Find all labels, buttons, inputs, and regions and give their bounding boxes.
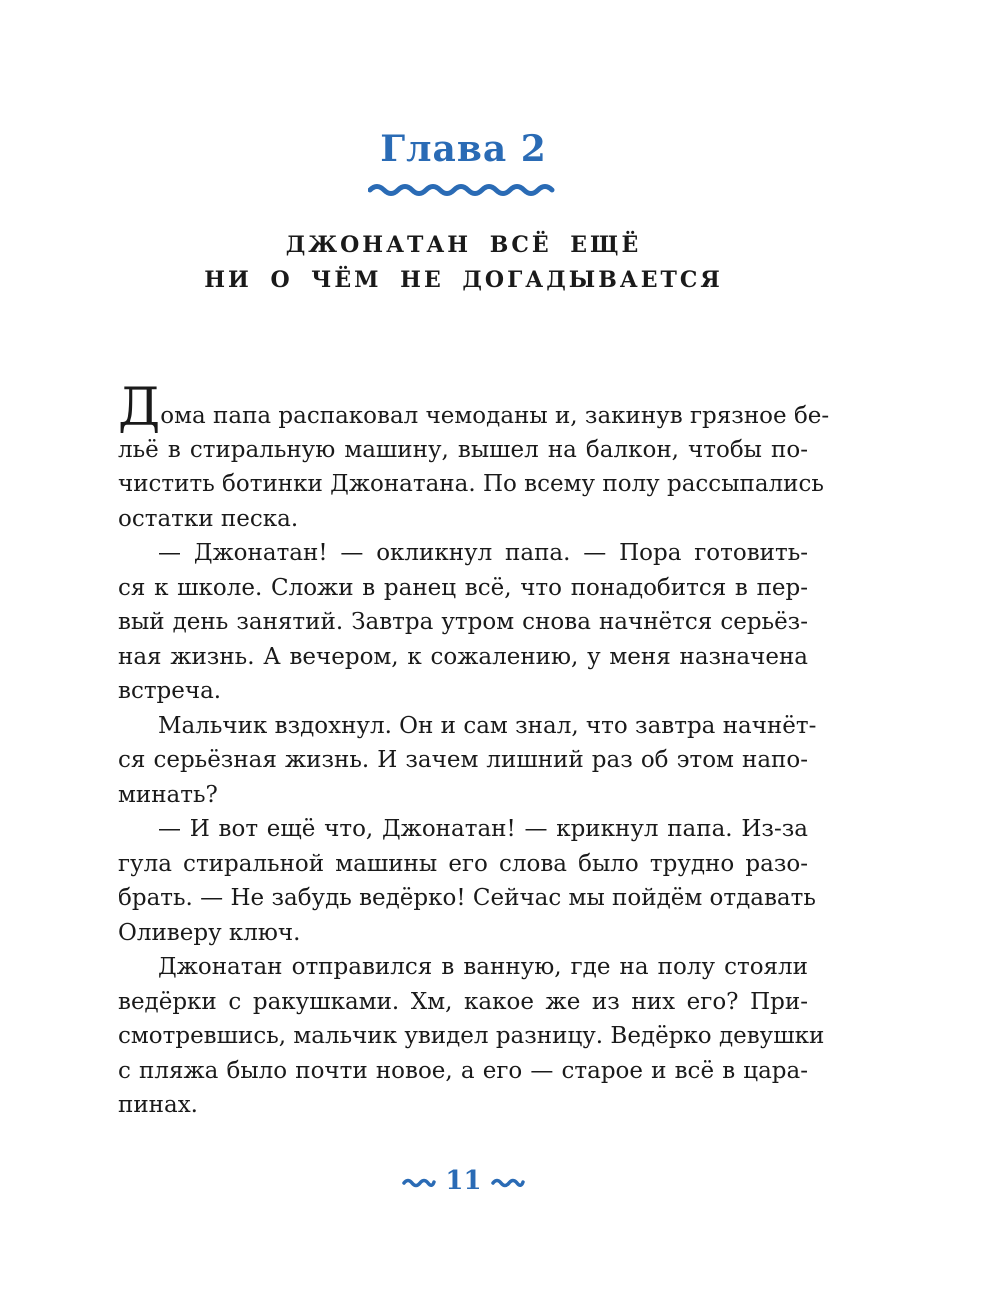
text-line: ная жизнь. А вечером, к сожалению, у меня назначена — [118, 643, 808, 670]
text-line: пинах. — [118, 1092, 198, 1118]
text-line: Мальчик вздохнул. Он и сам знал, что завтра начнёт- — [158, 712, 817, 739]
body-text — [118, 378, 830, 1123]
text-line: вый день занятий. Завтра утром снова начнётся серьёз- — [118, 609, 808, 635]
page-number-value: 11 — [445, 1166, 482, 1196]
text-line: ведёрки с ракушками. Хм, какое же из них его? При- — [118, 988, 808, 1015]
text-line: чистить ботинки Джонатана. По всему полу рассыпались — [118, 471, 824, 497]
chapter-title: Глава 2 — [380, 128, 547, 170]
subtitle-line-2: НИ О ЧЁМ НЕ ДОГАДЫВАЕТСЯ — [204, 267, 723, 293]
text-line: ся к школе. Сложи в ранец всё, что понадобится в пер- — [118, 574, 808, 601]
text-line: минать? — [118, 781, 218, 808]
text-line: — Джонатан! — окликнул папа. — Пора готовить- — [158, 540, 808, 566]
text-line: гула стиральной машины его слова было трудно разо- — [118, 850, 808, 877]
text-line: брать. — Не забудь ведёрко! Сейчас мы пойдём отдавать — [118, 885, 816, 911]
wave-left-icon — [402, 1175, 436, 1189]
page-number — [0, 1166, 927, 1196]
subtitle-line-1: ДЖОНАТАН ВСЁ ЕЩЁ — [285, 232, 642, 258]
text-line: Джонатан отправился в ванную, где на полу стояли — [158, 954, 808, 980]
text-line: льё в стиральную машину, вышел на балкон, чтобы по- — [118, 436, 808, 463]
wave-divider-icon — [368, 180, 558, 198]
drop-cap: Д — [118, 378, 161, 438]
wave-right-icon — [491, 1175, 525, 1189]
text-line: остатки песка. — [118, 505, 299, 532]
text-line: Оливеру ключ. — [118, 919, 301, 946]
text-line: ся серьёзная жизнь. И зачем лишний раз об этом напо- — [118, 747, 808, 773]
text-line: — И вот ещё что, Джонатан! — крикнул папа. Из-за — [158, 816, 808, 842]
chapter-subtitle — [0, 228, 927, 298]
text-line: встреча. — [118, 678, 222, 704]
text-line: Дома папа распаковал чемоданы и, закинув грязное бе- — [118, 378, 830, 438]
text-line: с пляжа было почти новое, а его — старое и всё в цара- — [118, 1057, 808, 1084]
text-line: смотревшись, мальчик увидел разницу. Ведёрко девушки — [118, 1023, 825, 1049]
